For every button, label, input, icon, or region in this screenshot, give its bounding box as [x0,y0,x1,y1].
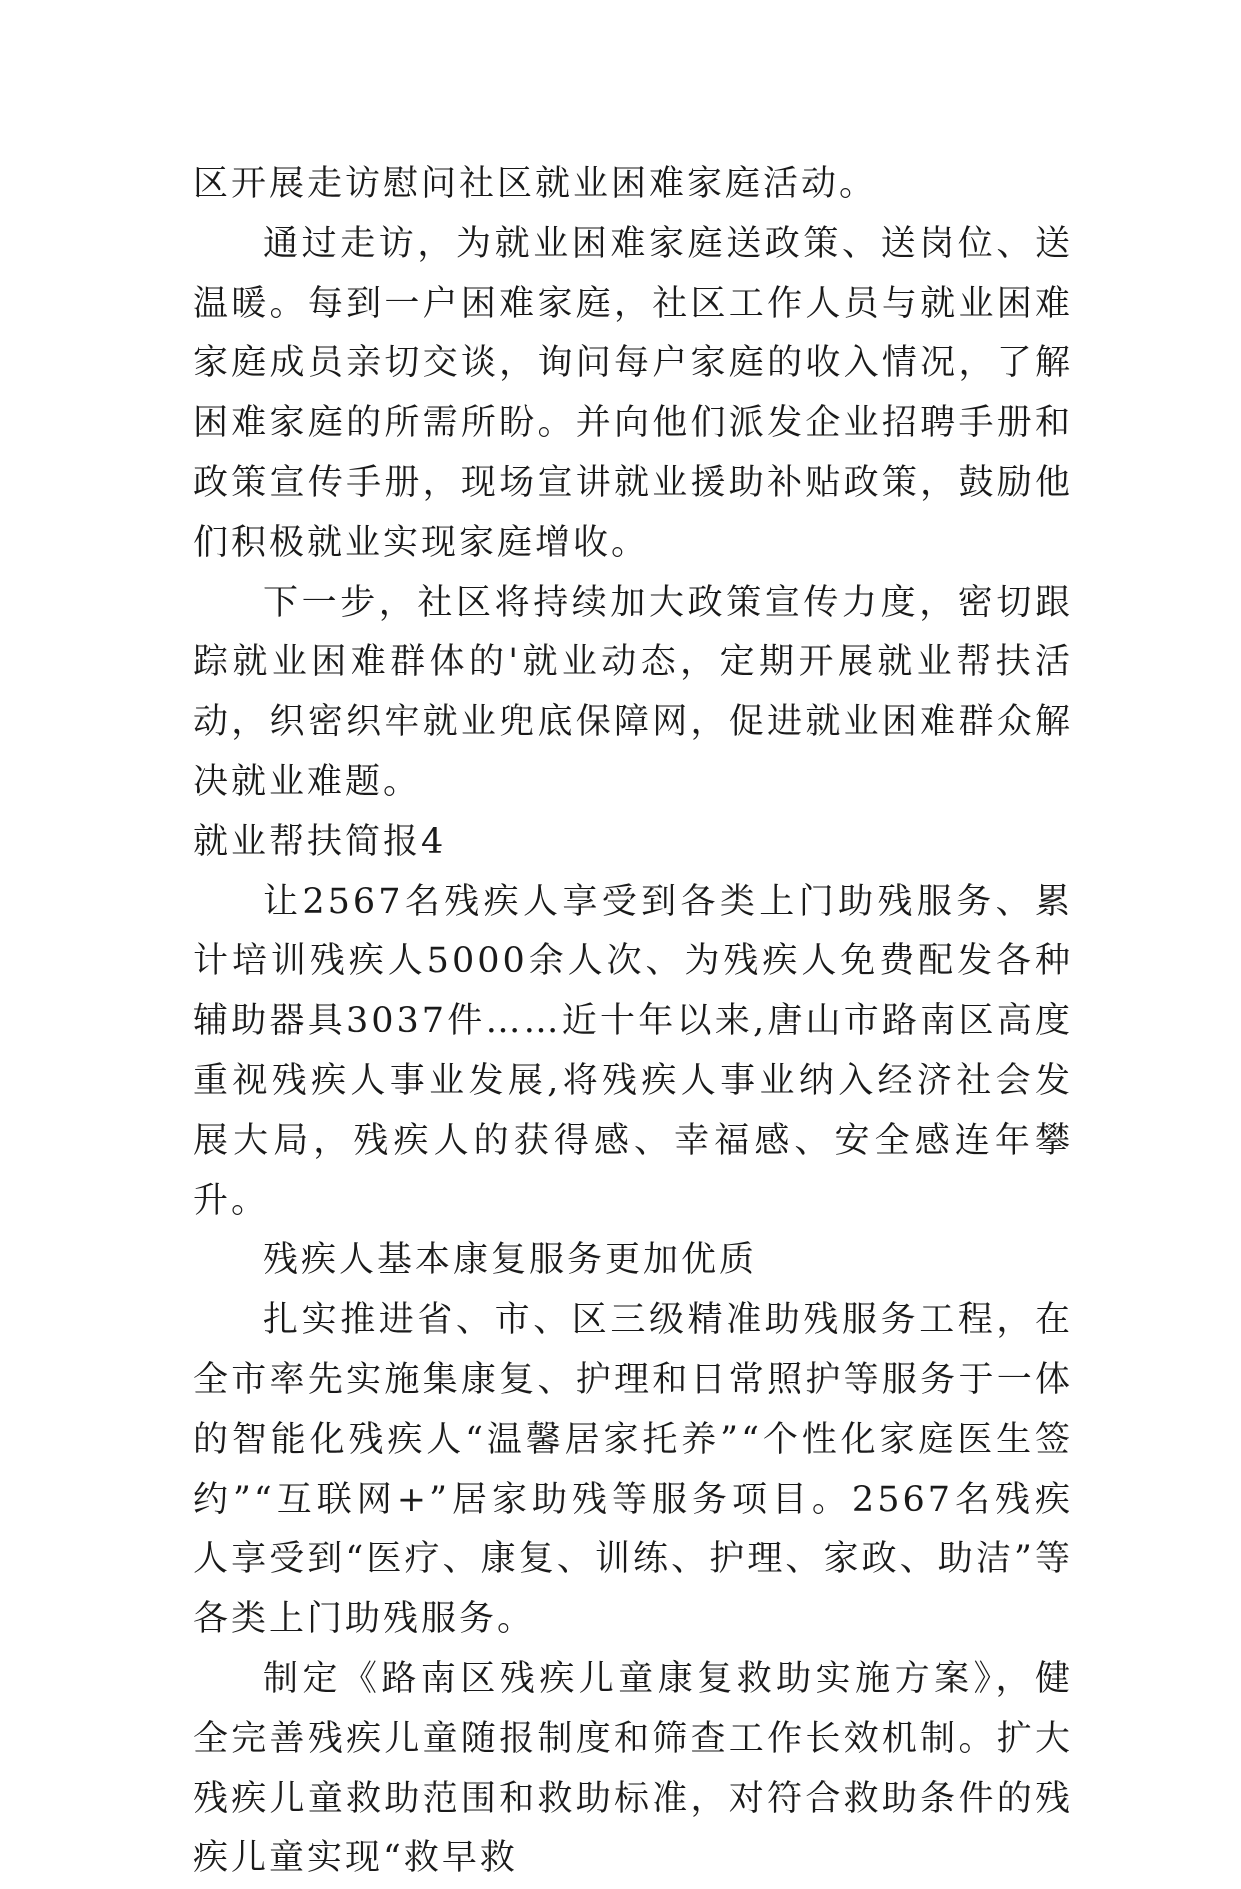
paragraph-child-rehab: 制定《路南区残疾儿童康复救助实施方案》，健全完善残疾儿童随报制度和筛查工作长效机制。扩大残疾儿童救助范围和救助标准，对符合救助条件的残疾儿童实现“救早救 [193,1658,1073,1879]
paragraph-overview: 让2567名残疾人享受到各类上门助残服务、累计培训残疾人5000余人次、为残疾人免费配发各种辅助器具3037件……近十年以来,唐山市路南区高度重视残疾人事业发展,将残疾人事业纳入经济社会发展大局，残疾人的获得感、幸福感、安全感连年攀升。 [193,881,1073,1221]
section-heading: 就业帮扶简报4 [193,821,447,862]
paragraph-visit-results: 通过走访，为就业困难家庭送政策、送岗位、送温暖。每到一户困难家庭，社区工作人员与就业困难家庭成员亲切交谈，询问每户家庭的收入情况，了解困难家庭的所需所盼。并向他们派发企业招聘手册和政策宣传手册，现场宣讲就业援助补贴政策，鼓励他们积极就业实现家庭增收。 [193,223,1073,563]
paragraph-continuation: 区开展走访慰问社区就业困难家庭活动。 [193,164,878,204]
paragraph-next-steps: 下一步，社区将持续加大政策宣传力度，密切跟踪就业困难群体的'就业动态，定期开展就业帮扶活动，织密织牢就业兜底保障网，促进就业困难群众解决就业难题。 [193,582,1073,802]
paragraph-services: 扎实推进省、市、区三级精准助残服务工程，在全市率先实施集康复、护理和日常照护等服务于一体的智能化残疾人“温馨居家托养”“个性化家庭医生签约”“互联网+”居家助残等服务项目。2567名残疾人享受到“医疗、康复、训练、护理、家政、助洁”等各类上门助残服务。 [193,1300,1073,1640]
document-body [193,155,1073,1889]
paragraph-subheading: 残疾人基本康复服务更加优质 [263,1240,758,1281]
